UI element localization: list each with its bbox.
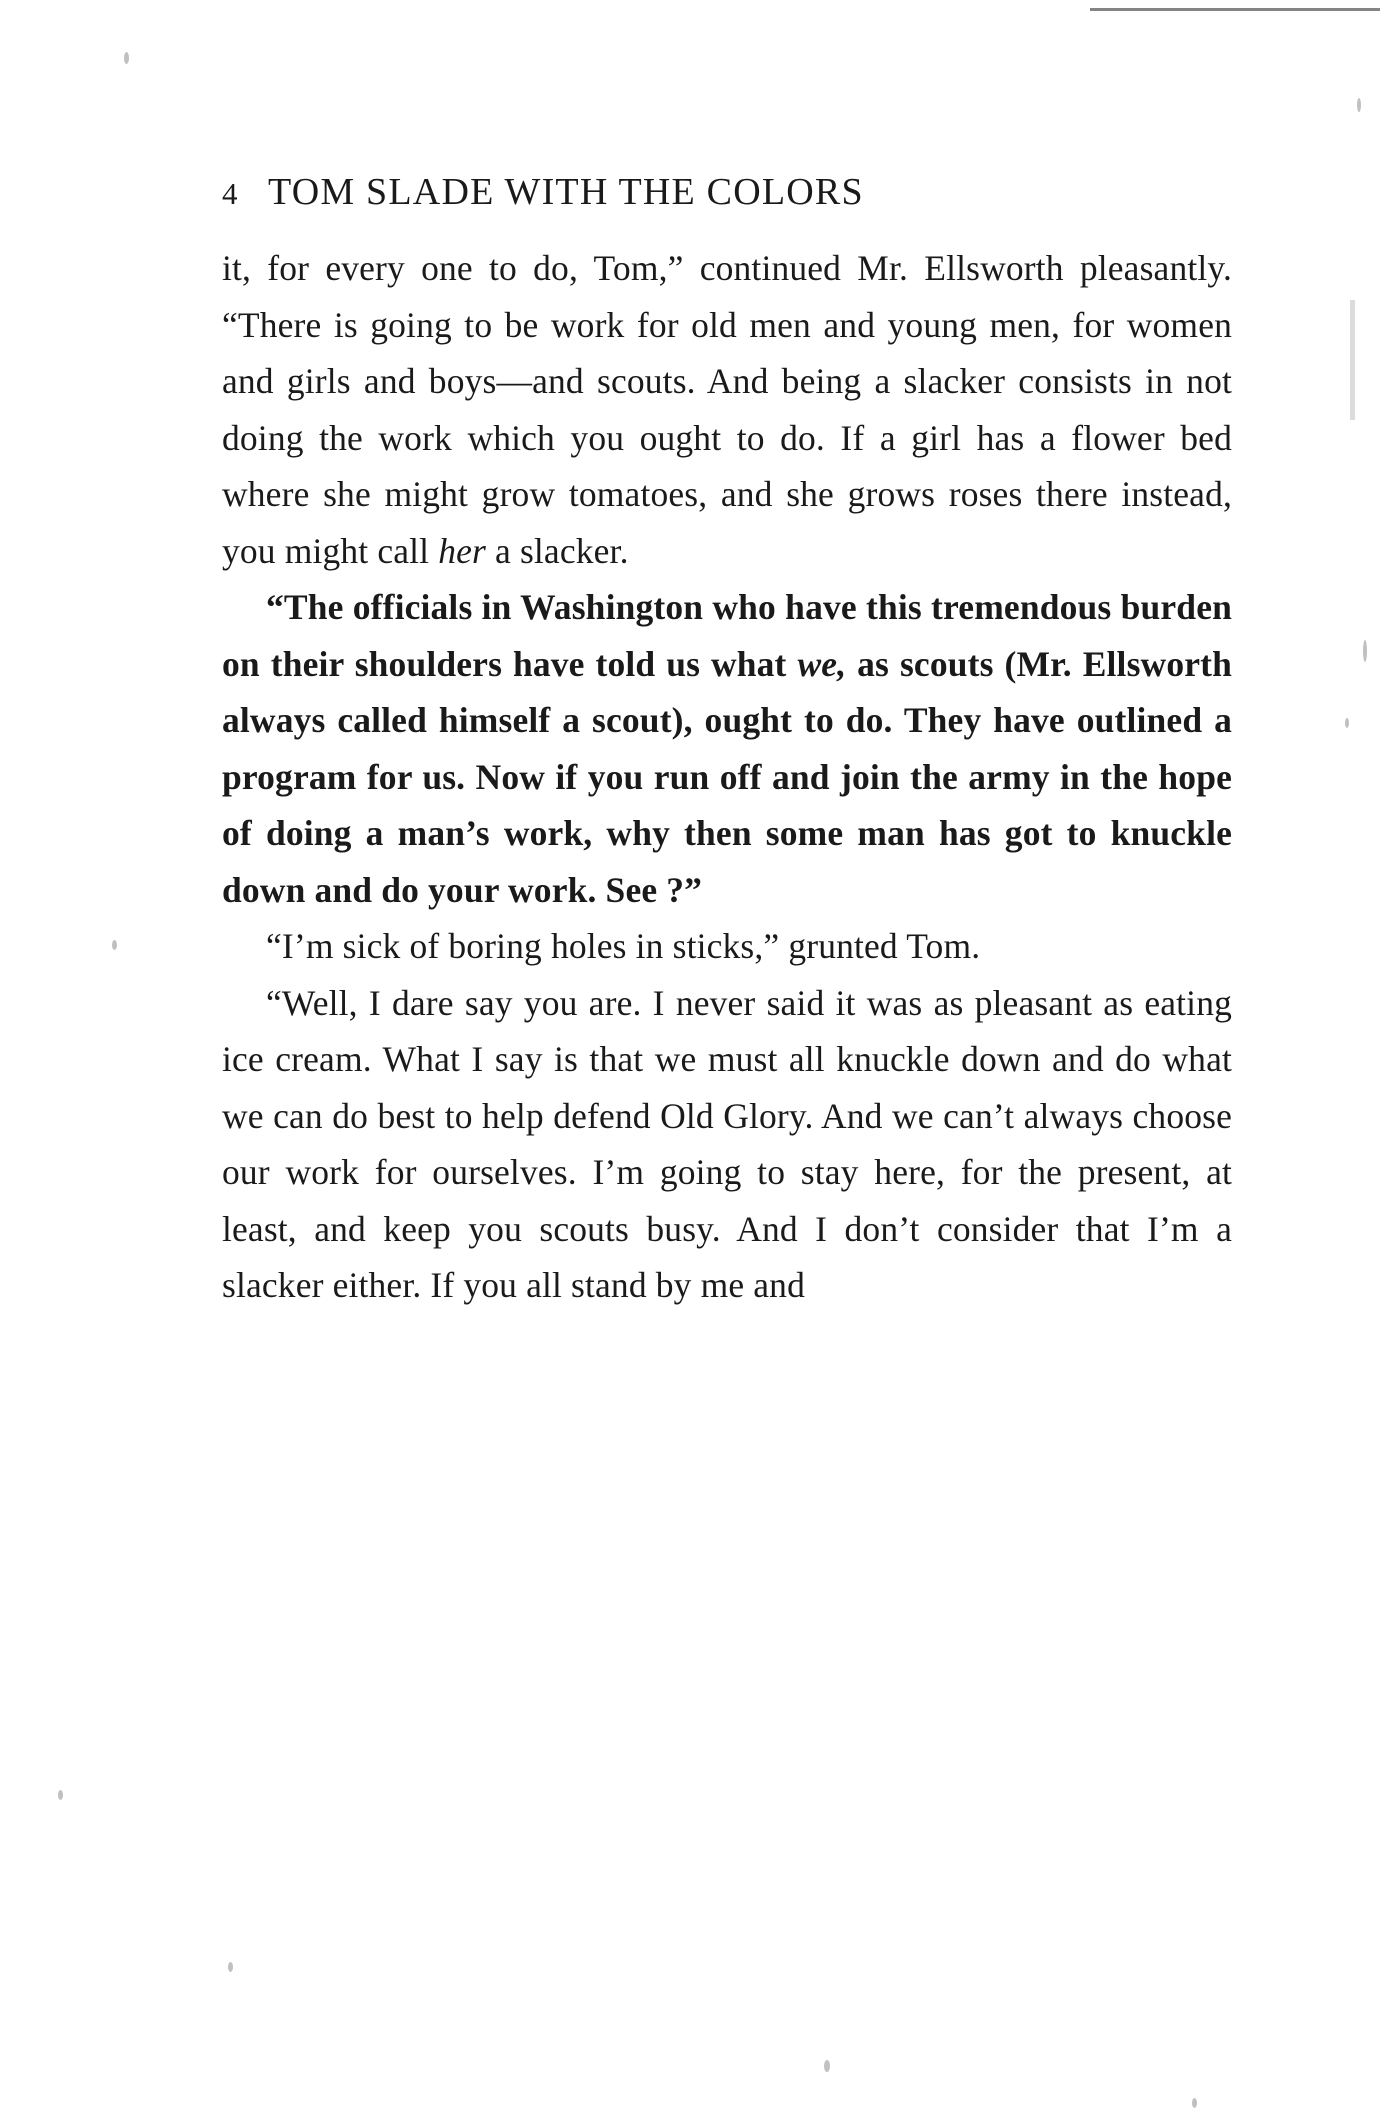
text-run: “The officials in Washington who have this tremendous burden on their shoulders have told us what [222, 587, 1232, 684]
scan-speck-artifact [1357, 98, 1361, 112]
scan-speck-artifact [824, 2060, 830, 2072]
folio-number: 4 [222, 176, 238, 211]
scan-edge-artifact [1090, 8, 1380, 11]
scan-speck-artifact [58, 1790, 63, 1800]
emphasis-word: her [438, 530, 486, 571]
scan-speck-artifact [124, 52, 129, 64]
scan-smudge-artifact [1350, 300, 1355, 420]
scan-speck-artifact [112, 940, 117, 950]
scan-speck-artifact [228, 1962, 233, 1972]
paragraph [222, 918, 1232, 975]
page-text-block [222, 170, 1232, 1314]
text-run: “I’m sick of boring holes in sticks,” grunted Tom. [266, 926, 981, 966]
text-run: it, for every one to do, Tom,” continued Mr. Ellsworth pleasantly. “There is going to be work for old men and young men, for women and girls and boys—and scouts. And being a slacker consists in not doing the work which you ought to do. If a girl has a flower bed where she might grow tomatoes, and she grows roses there instead, you might call [222, 248, 1232, 571]
text-run: “Well, I dare say you are. I never said it was as pleasant as eating ice cream. What I say is that we must all knuckle down and do what we can do best to help defend Old Glory. And we can’t always choose our work for ourselves. I’m going to stay here, for the present, at least, and keep you scouts busy. And I don’t consider that I’m a slacker either. If you all stand by me and [222, 982, 1232, 1305]
scan-speck-artifact [1192, 2098, 1197, 2108]
paragraph [222, 579, 1232, 918]
running-head: TOM SLADE WITH THE COLORS [268, 171, 864, 213]
scan-speck-artifact [1363, 640, 1367, 662]
scan-speck-artifact [1345, 718, 1349, 728]
text-run: a slacker. [486, 530, 629, 571]
text-run: as scouts (Mr. Ellsworth always called himself a scout), ought to do. They have outlined a program for us. Now if you run off and join the army in the hope of doing a man’s work, why then some man has got to knuckle down and do your work. See ?” [222, 643, 1232, 910]
body-text [222, 240, 1232, 1314]
emphasis-word: we, [797, 643, 847, 684]
paragraph [222, 975, 1232, 1314]
page-header [222, 170, 1232, 214]
paragraph [222, 240, 1232, 579]
